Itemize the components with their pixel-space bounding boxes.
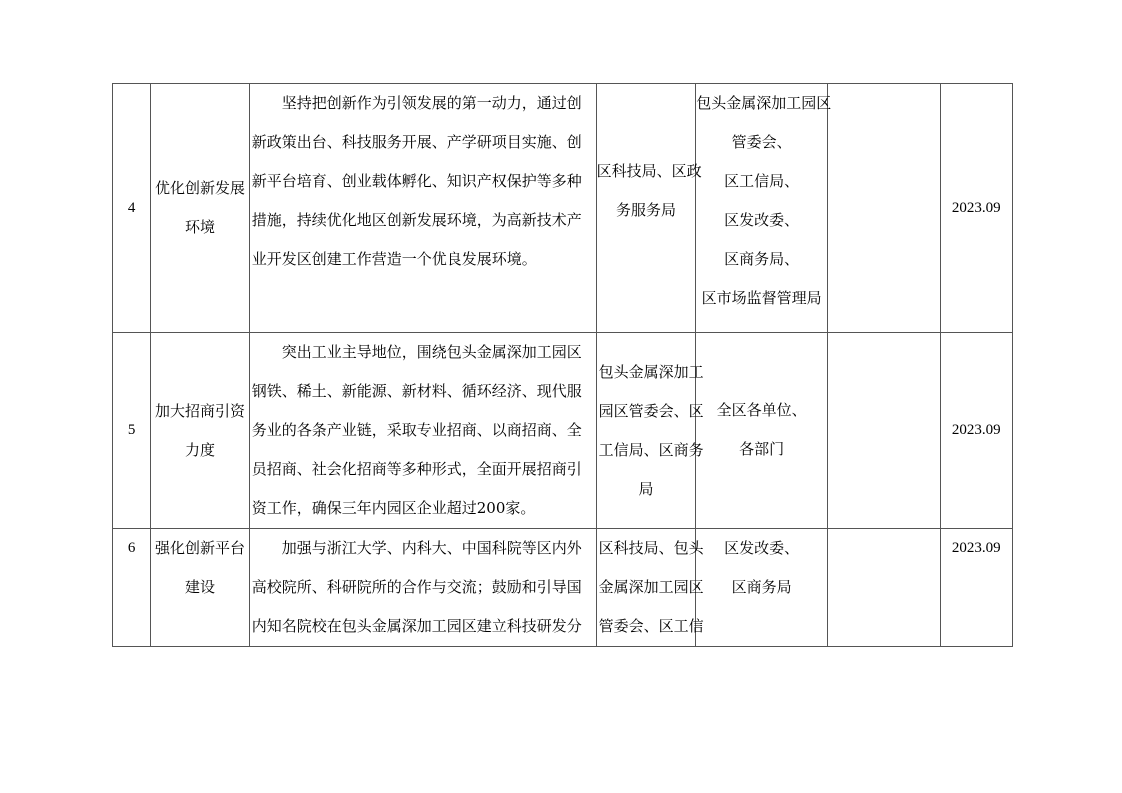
empty-cell xyxy=(827,333,940,529)
lead-unit-line: 务服务局 xyxy=(615,201,676,219)
cooperating-units xyxy=(696,529,828,647)
cooperating-units xyxy=(696,333,828,529)
coop-unit-line: 管委会、 xyxy=(731,133,792,151)
cooperating-units xyxy=(696,84,832,333)
lead-unit-line: 包头金属深加工 xyxy=(598,363,704,381)
lead-unit-line: 工信局、区商务 xyxy=(598,441,704,459)
empty-cell xyxy=(827,529,940,647)
task-name-line: 优化创新发展 xyxy=(154,179,245,197)
description-line: 加强与浙江大学、内科大、中国科院等区内外 xyxy=(281,539,582,557)
empty-cell xyxy=(827,84,940,333)
lead-unit-line: 局 xyxy=(638,480,654,498)
coop-unit-line: 包头金属深加工园区 xyxy=(696,94,832,112)
row-number: 4 xyxy=(113,84,151,333)
description-line: 新平台培育、创业载体孵化、知识产权保护等多种 xyxy=(251,172,582,190)
lead-unit-line: 金属深加工园区 xyxy=(598,578,704,596)
task-name-line: 建设 xyxy=(184,578,215,596)
coop-unit-line: 区发改委、 xyxy=(724,539,800,557)
task-name-line: 加大招商引资 xyxy=(154,401,245,420)
description-line: 坚持把创新作为引领发展的第一动力，通过创 xyxy=(281,94,582,112)
table-row xyxy=(113,333,1013,529)
description-line: 务业的各条产业链，采取专业招商、以商招商、全 xyxy=(251,421,582,439)
task-description xyxy=(249,333,596,529)
description-line: 新政策出台、科技服务开展、产学研项目实施、创 xyxy=(251,133,582,151)
lead-unit-line: 区科技局、包头 xyxy=(598,539,704,557)
task-name-line: 环境 xyxy=(184,218,215,236)
lead-unit xyxy=(596,84,702,333)
task-name-line: 力度 xyxy=(184,440,215,459)
description-line: 钢铁、稀土、新能源、新材料、循环经济、现代服 xyxy=(251,382,582,400)
description-line: 业开发区创建工作营造一个优良发展环境。 xyxy=(251,250,537,268)
task-table xyxy=(112,83,1013,647)
coop-unit-line: 区市场监督管理局 xyxy=(701,289,822,307)
task-description xyxy=(249,84,596,333)
deadline: 2023.09 xyxy=(940,84,1012,333)
coop-unit-line: 区商务局、 xyxy=(724,250,800,268)
coop-unit-line: 区工信局、 xyxy=(724,172,800,190)
row-number: 5 xyxy=(113,333,151,529)
coop-unit-line: 区商务局 xyxy=(731,578,792,596)
deadline: 2023.09 xyxy=(940,333,1012,529)
lead-unit-line: 园区管委会、区 xyxy=(598,402,704,420)
deadline: 2023.09 xyxy=(940,529,1012,647)
description-line: 措施，持续优化地区创新发展环境，为高新技术产 xyxy=(251,211,582,229)
coop-unit-line: 全区各单位、 xyxy=(716,401,807,419)
lead-unit xyxy=(596,529,704,647)
task-name xyxy=(151,84,250,333)
lead-unit-line: 管委会、区工信 xyxy=(598,617,704,635)
table-row xyxy=(113,529,1013,647)
coop-unit-line: 区发改委、 xyxy=(724,211,800,229)
row-number: 6 xyxy=(113,529,151,647)
task-name xyxy=(151,529,250,647)
description-line: 内知名院校在包头金属深加工园区建立科技研发分 xyxy=(251,617,582,635)
lead-unit xyxy=(596,333,704,529)
task-name xyxy=(151,333,250,529)
description-line: 资工作，确保三年内园区企业超过200家。 xyxy=(251,499,536,517)
lead-unit-line: 区科技局、区政 xyxy=(596,162,702,180)
table-row xyxy=(113,84,1013,333)
coop-unit-line: 各部门 xyxy=(739,440,785,458)
description-line: 高校院所、科研院所的合作与交流；鼓励和引导国 xyxy=(251,578,582,596)
task-name-line: 强化创新平台 xyxy=(154,539,245,557)
description-line: 突出工业主导地位，围绕包头金属深加工园区 xyxy=(281,343,582,361)
task-description xyxy=(249,529,596,647)
description-line: 员招商、社会化招商等多种形式，全面开展招商引 xyxy=(251,460,582,478)
